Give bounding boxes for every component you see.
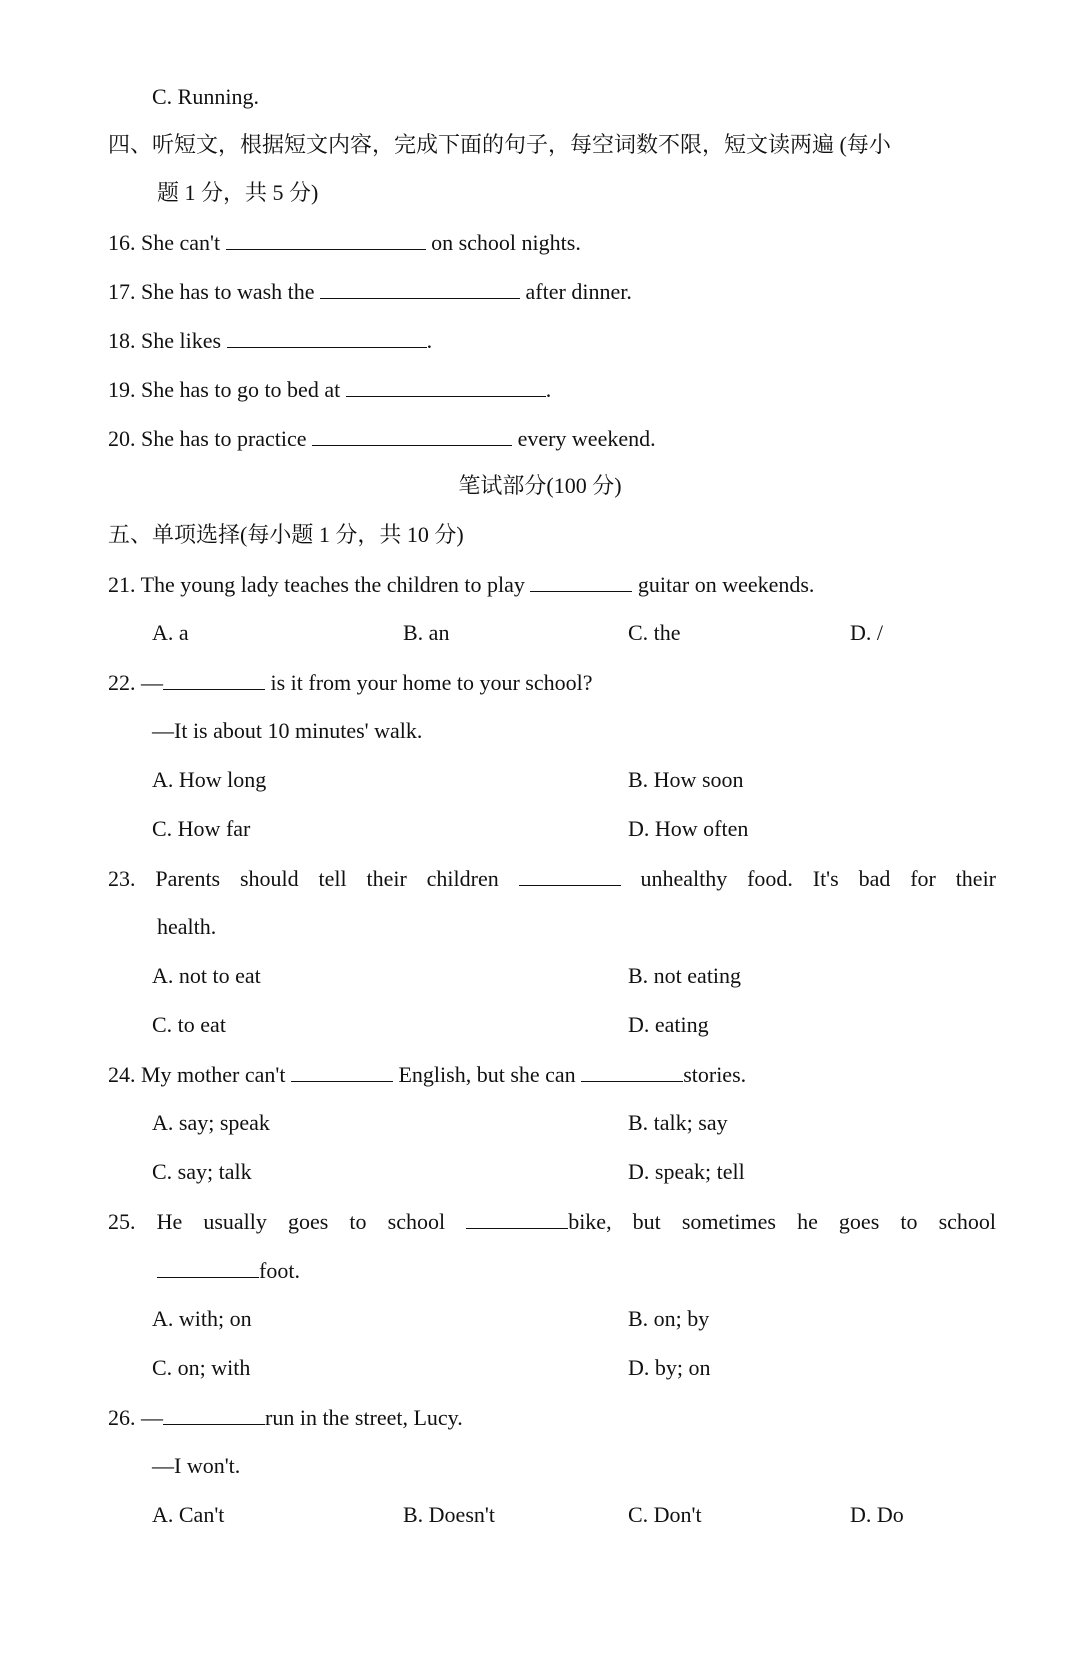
q23-option-d[interactable]: D. eating bbox=[628, 1012, 709, 1037]
q26-reply: —I won't. bbox=[152, 1453, 241, 1478]
q21-option-d[interactable]: D. / bbox=[850, 620, 883, 645]
q21-text-end: guitar on weekends. bbox=[637, 572, 815, 597]
question-20 bbox=[108, 423, 656, 454]
q25-text-start: 25. He usually goes to school bbox=[108, 1209, 446, 1234]
q26-option-d[interactable]: D. Do bbox=[850, 1502, 904, 1527]
section-5-title: 五、单项选择(每小题 1 分，共 10 分) bbox=[108, 522, 464, 547]
q16-blank[interactable] bbox=[226, 227, 426, 250]
section-4-title-cont: 题 1 分，共 5 分) bbox=[157, 180, 319, 205]
q24-text-mid: English, but she can bbox=[398, 1062, 576, 1087]
q24-option-b[interactable]: B. talk; say bbox=[628, 1110, 728, 1135]
section-4-title: 四、听短文，根据短文内容，完成下面的句子，每空词数不限，短文读两遍 (每小 bbox=[108, 132, 891, 157]
q26-text-start: 26. — bbox=[108, 1405, 163, 1430]
question-24 bbox=[108, 1059, 746, 1090]
q26-option-b[interactable]: B. Doesn't bbox=[403, 1502, 495, 1527]
q17-text-end: after dinner. bbox=[525, 279, 632, 304]
q22-option-d[interactable]: D. How often bbox=[628, 816, 749, 841]
q24-text-start: 24. My mother can't bbox=[108, 1062, 286, 1087]
q22-reply: —It is about 10 minutes' walk. bbox=[152, 718, 423, 743]
question-16 bbox=[108, 227, 581, 258]
q25-option-d[interactable]: D. by; on bbox=[628, 1355, 711, 1380]
q26-blank[interactable] bbox=[163, 1402, 265, 1425]
q18-text-end: . bbox=[426, 328, 433, 353]
question-26 bbox=[108, 1402, 463, 1433]
q18-blank[interactable] bbox=[227, 325, 427, 348]
q22-text-end: is it from your home to your school? bbox=[270, 670, 593, 695]
q23-blank[interactable] bbox=[519, 863, 621, 886]
written-part-heading: 笔试部分(100 分) bbox=[458, 473, 622, 498]
q22-option-b[interactable]: B. How soon bbox=[628, 767, 744, 792]
q20-text-end: every weekend. bbox=[517, 426, 656, 451]
q21-blank[interactable] bbox=[530, 569, 632, 592]
q16-text-start: 16. She can't bbox=[108, 230, 221, 255]
q25-blank-2[interactable] bbox=[157, 1255, 259, 1278]
q22-option-a[interactable]: A. How long bbox=[152, 767, 267, 792]
q24-option-c[interactable]: C. say; talk bbox=[152, 1159, 252, 1184]
q20-text-start: 20. She has to practice bbox=[108, 426, 307, 451]
q17-blank[interactable] bbox=[320, 276, 520, 299]
q25-option-a[interactable]: A. with; on bbox=[152, 1306, 252, 1331]
q21-text-start: 21. The young lady teaches the children to play bbox=[108, 572, 525, 597]
question-25 bbox=[108, 1206, 996, 1237]
q25-blank-1[interactable] bbox=[466, 1206, 568, 1229]
q23-option-c[interactable]: C. to eat bbox=[152, 1012, 226, 1037]
q26-text-end: run in the street, Lucy. bbox=[265, 1405, 463, 1430]
q20-blank[interactable] bbox=[312, 423, 512, 446]
q23-text-start: 23. Parents should tell their children bbox=[108, 866, 499, 891]
q22-blank[interactable] bbox=[163, 667, 265, 690]
q16-text-end: on school nights. bbox=[431, 230, 581, 255]
q23-text-cont: health. bbox=[157, 914, 217, 939]
q24-blank-2[interactable] bbox=[581, 1059, 683, 1082]
question-19 bbox=[108, 374, 551, 405]
q26-option-a[interactable]: A. Can't bbox=[152, 1502, 225, 1527]
q24-option-d[interactable]: D. speak; tell bbox=[628, 1159, 745, 1184]
q21-option-a[interactable]: A. a bbox=[152, 620, 189, 645]
question-17 bbox=[108, 276, 632, 307]
q25-text-end: bike, but sometimes he goes to school bbox=[568, 1209, 997, 1234]
q21-option-c[interactable]: C. the bbox=[628, 620, 681, 645]
q19-blank[interactable] bbox=[346, 374, 546, 397]
q25-cont-text: foot. bbox=[259, 1258, 300, 1283]
q23-option-a[interactable]: A. not to eat bbox=[152, 963, 261, 988]
q18-text-start: 18. She likes bbox=[108, 328, 222, 353]
q19-text-start: 19. She has to go to bed at bbox=[108, 377, 341, 402]
q26-option-c[interactable]: C. Don't bbox=[628, 1502, 702, 1527]
q15-option-c: C. Running. bbox=[152, 84, 259, 109]
question-23 bbox=[108, 863, 996, 894]
q25-option-b[interactable]: B. on; by bbox=[628, 1306, 710, 1331]
q22-text-start: 22. — bbox=[108, 670, 163, 695]
question-18 bbox=[108, 325, 432, 356]
q23-text-end: unhealthy food. It's bad for their bbox=[640, 866, 997, 891]
q24-blank-1[interactable] bbox=[291, 1059, 393, 1082]
question-21 bbox=[108, 569, 814, 600]
q24-option-a[interactable]: A. say; speak bbox=[152, 1110, 270, 1135]
q24-text-end: stories. bbox=[683, 1062, 747, 1087]
q17-text-start: 17. She has to wash the bbox=[108, 279, 315, 304]
q23-option-b[interactable]: B. not eating bbox=[628, 963, 742, 988]
q22-option-c[interactable]: C. How far bbox=[152, 816, 251, 841]
q25-text-cont bbox=[157, 1255, 300, 1286]
q25-option-c[interactable]: C. on; with bbox=[152, 1355, 251, 1380]
q19-text-end: . bbox=[545, 377, 552, 402]
q21-option-b[interactable]: B. an bbox=[403, 620, 450, 645]
question-22 bbox=[108, 667, 593, 698]
